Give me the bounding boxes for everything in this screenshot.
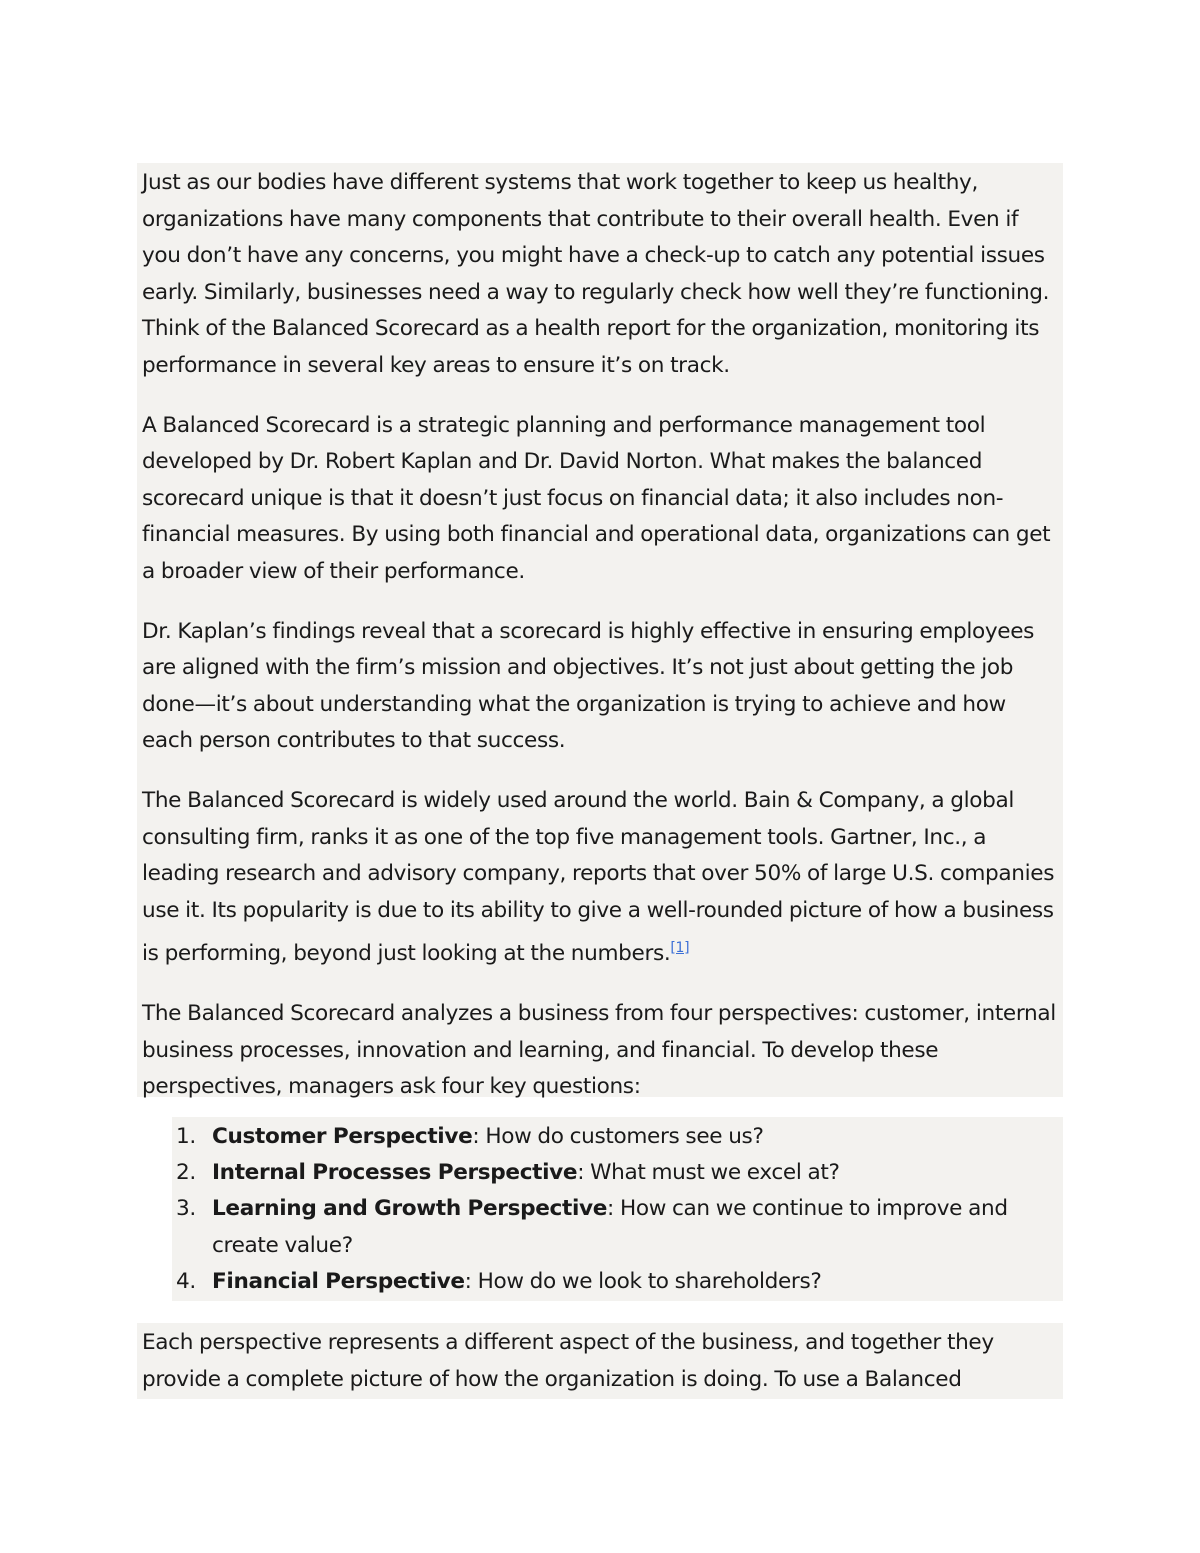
list-item-number: 4. bbox=[176, 1268, 196, 1294]
list-item bbox=[172, 1119, 1063, 1155]
paragraph-kaplan-findings: Dr. Kaplan’s findings reveal that a scorecard is highly effective in ensuring employees are aligned with the firm’s mission and objectives. It’s not just about getting the job done—it’s about understanding what the organization is trying to achieve and how each person contributes to that success. bbox=[142, 618, 1035, 754]
list-item-label: Learning and Growth Perspective bbox=[212, 1196, 608, 1222]
perspectives-list-block bbox=[172, 1117, 1063, 1301]
list-item bbox=[172, 1155, 1063, 1191]
paragraph-health-analogy: Just as our bodies have different systems that work together to keep us healthy, organizations have many components that contribute to their overall health. Even if you don’t have any concerns, you might have a check-up to catch any potential issues early. Similarly, businesses need a way to regularly check how well they’re functioning. Think of the Balanced Scorecard as a health report for the organization, monitoring its performance in several key areas to ensure it’s on track. bbox=[142, 170, 1050, 378]
perspectives-list bbox=[172, 1117, 1063, 1300]
list-item-number: 2. bbox=[176, 1160, 196, 1186]
paragraph-definition: A Balanced Scorecard is a strategic planning and performance management tool developed by Dr. Robert Kaplan and Dr. David Norton. What makes the balanced scorecard unique is that it doesn’t just focus on financial data; it also includes non-financial measures. By using both financial and operational data, organizations can get a broader view of their performance. bbox=[142, 412, 1051, 584]
list-item-number: 3. bbox=[176, 1196, 196, 1222]
list-item bbox=[172, 1191, 1063, 1263]
list-item bbox=[172, 1264, 1063, 1300]
list-item-label: Financial Perspective bbox=[212, 1268, 465, 1294]
list-item-question: : What must we excel at? bbox=[577, 1160, 840, 1186]
list-item-number: 1. bbox=[176, 1124, 196, 1149]
list-item-label: Internal Processes Perspective bbox=[212, 1160, 578, 1186]
footnote-link[interactable]: [1] bbox=[670, 940, 690, 957]
list-item-question: : How do we look to shareholders? bbox=[464, 1268, 822, 1294]
paragraph-four-perspectives: The Balanced Scorecard analyzes a business from four perspectives: customer, internal business processes, innovation and learning, and financial. To develop these perspectives, managers ask four key questions: bbox=[142, 1001, 1056, 1100]
closing-text-block bbox=[137, 1323, 1063, 1399]
main-text-block bbox=[137, 163, 1063, 1100]
paragraph-popularity-text: The Balanced Scorecard is widely used around the world. Bain & Company, a global consulting firm, ranks it as one of the top five management tools. Gartner, Inc., a leading research and advisory company, reports that over 50% of large U.S. companies use it. Its popularity is due to its ability to give a well-rounded picture of how a business is performing, beyond just looking at the numbers. bbox=[142, 787, 1055, 967]
list-item-question: : How do customers see us? bbox=[472, 1124, 764, 1149]
paragraph-popularity bbox=[142, 783, 1059, 973]
paragraph-closing: Each perspective represents a different aspect of the business, and together they provide a complete picture of how the organization is doing. To use a Balanced bbox=[142, 1330, 994, 1392]
list-item-label: Customer Perspective bbox=[212, 1124, 473, 1149]
list-item-question: : How can we continue to improve and create value? bbox=[212, 1196, 1008, 1258]
